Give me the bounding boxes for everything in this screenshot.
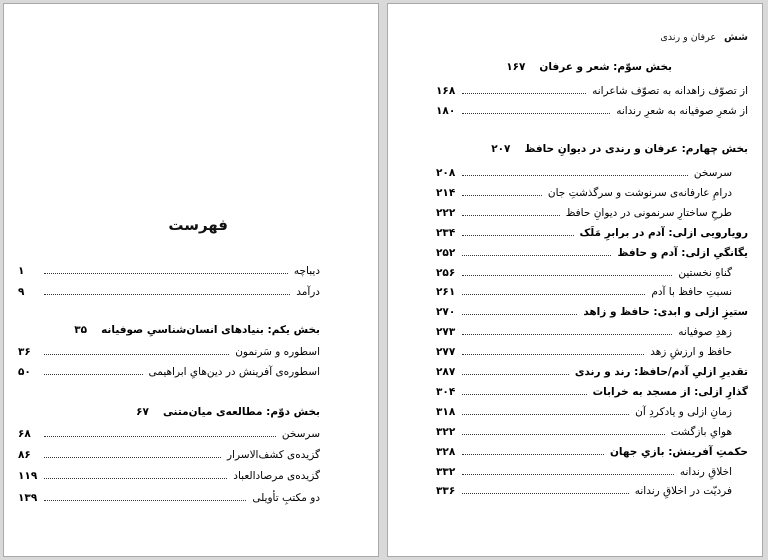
toc-entry — [436, 83, 748, 97]
entry-label: درآمد — [296, 286, 320, 298]
dot-leader — [462, 333, 672, 335]
toc-entry — [436, 284, 732, 298]
entry-page: ۲۵۲ — [436, 246, 456, 259]
dot-leader — [462, 313, 577, 315]
part4-heading — [491, 143, 748, 155]
toc-entry — [436, 103, 748, 117]
dot-leader — [462, 174, 688, 176]
dot-leader — [44, 477, 227, 479]
entry-page: ۲۷۷ — [436, 346, 456, 359]
entry-label: هوایِ بازگشت — [670, 425, 732, 438]
part3-heading — [506, 61, 672, 73]
toc-entry — [18, 263, 320, 277]
toc-entry — [436, 483, 732, 497]
part1-heading — [74, 324, 320, 336]
entry-label: ستیزِ ازلی و ابدی: حافظ و زاهد — [583, 306, 748, 319]
dot-leader — [462, 413, 629, 415]
section-title: بخش سوّم: شعر و عرفان — [539, 61, 672, 73]
entry-label: اسطوره و سَرنمون — [235, 346, 320, 358]
entry-label: دیباچه — [293, 265, 320, 277]
toc-entry — [18, 490, 320, 504]
dot-leader — [462, 433, 665, 435]
left-page — [3, 3, 379, 557]
entry-page: ۶۸ — [18, 428, 31, 440]
dot-leader — [44, 499, 246, 501]
entry-label: زمانِ ازلی و یادکردِ آن — [635, 405, 732, 418]
toc-entry — [436, 324, 732, 338]
entry-page: ۲۳۴ — [436, 226, 456, 239]
dot-leader — [462, 92, 586, 94]
dot-leader — [44, 373, 143, 375]
toc-entry — [436, 404, 732, 418]
entry-label: گذارِ ازلی: از مسجد به خرابات — [592, 385, 748, 398]
entry-page: ۹ — [18, 286, 25, 298]
dot-leader — [462, 214, 560, 216]
section-page: ۳۵ — [74, 324, 88, 336]
toc-entry — [18, 468, 320, 482]
toc-entry — [436, 225, 748, 239]
dot-leader — [462, 274, 672, 276]
entry-label: درامِ عارفانه‌ی سرنوشت و سرگذشتِ جان — [547, 186, 732, 199]
header-page-number: شش — [724, 32, 748, 43]
entry-label: از شعرِ صوفیانه به شعرِ رندانه — [616, 105, 748, 117]
toc-entry — [436, 424, 732, 438]
entry-label: گناهِ نخستین — [678, 266, 732, 279]
entry-label: گزیده‌ی کشف‌الاسرار — [226, 449, 320, 461]
toc-entry — [436, 444, 748, 458]
dot-leader — [462, 453, 604, 455]
dot-leader — [462, 234, 574, 236]
entry-label: اخلاقِ رندانه — [679, 465, 732, 478]
dot-leader — [462, 473, 674, 475]
entry-page: ۲۷۰ — [436, 306, 456, 319]
entry-page: ۲۸۷ — [436, 366, 456, 378]
header-title: عرفان و رندی — [660, 32, 717, 43]
toc-entry — [18, 447, 320, 461]
dot-leader — [462, 393, 587, 395]
entry-label: حافظ و ارزشِ زهد — [650, 346, 732, 359]
entry-page: ۲۶۱ — [436, 286, 456, 299]
entry-page: ۱۸۰ — [436, 105, 456, 117]
toc-entry — [436, 185, 732, 199]
toc-entry — [436, 205, 732, 219]
dot-leader — [44, 435, 276, 437]
entry-page: ۳۳۲ — [436, 465, 456, 478]
entry-label: نسبتِ حافظ با آدم — [651, 286, 732, 299]
section-page: ۱۶۷ — [506, 61, 526, 73]
entry-page: ۳۲۸ — [436, 445, 456, 458]
entry-page: ۱۶۸ — [436, 85, 456, 97]
entry-page: ۳۱۸ — [436, 405, 456, 418]
toc-entry — [436, 384, 748, 398]
entry-page: ۲۱۴ — [436, 186, 456, 199]
toc-entry — [18, 344, 320, 358]
entry-page: ۲۰۸ — [436, 167, 456, 179]
section-title: بخش دوّم: مطالعه‌ی میان‌متنی — [162, 406, 320, 418]
dot-leader — [462, 293, 645, 295]
section-page: ۶۷ — [136, 406, 149, 418]
entry-label: اسطوره‌ی آفرینش در دین‌هایِ ابراهیمی — [148, 366, 320, 378]
toc-entry — [436, 344, 732, 358]
entry-page: ۲۷۳ — [436, 326, 456, 339]
dot-leader — [462, 112, 610, 114]
toc-entry — [436, 245, 748, 259]
dot-leader — [462, 353, 644, 355]
entry-page: ۲۲۲ — [436, 206, 456, 219]
section-title: بخش چهارم: عرفان و رندی در دیوانِ حافظ — [524, 143, 748, 155]
section-title: بخش یکم: بنیادهای انسان‌شناسیِ صوفیانه — [101, 324, 320, 336]
entry-label: سرسخن — [281, 428, 320, 440]
dot-leader — [462, 254, 611, 256]
entry-label: حکمتِ آفرینش: بازیِ جهان — [609, 445, 748, 458]
entry-page: ۳۲۲ — [436, 425, 456, 438]
entry-page: ۱۳۹ — [18, 492, 38, 504]
right-page — [387, 3, 763, 557]
toc-entry — [436, 265, 732, 279]
section-page: ۲۰۷ — [491, 143, 511, 155]
entry-label: گزیده‌ی مرصادالعباد — [233, 470, 320, 482]
entry-page: ۳۶ — [18, 346, 31, 358]
dot-leader — [44, 353, 229, 355]
dot-leader — [462, 373, 569, 375]
entry-page: ۵۰ — [18, 366, 31, 378]
entry-label: زهدِ صوفیانه — [678, 326, 732, 339]
entry-label: دو مکتبِ تأویلی — [252, 492, 320, 504]
dot-leader — [462, 492, 629, 494]
entry-page: ۲۵۶ — [436, 266, 456, 279]
entry-label: یگانگیِ ازلی: آدم و حافظ — [617, 246, 748, 259]
dot-leader — [462, 194, 542, 196]
toc-entry — [436, 464, 732, 478]
toc-title: فهرست — [168, 216, 228, 234]
dot-leader — [44, 456, 221, 458]
entry-page: ۱ — [18, 265, 25, 277]
toc-entry — [436, 165, 732, 179]
toc-entry — [18, 284, 320, 298]
toc-entry — [18, 364, 320, 378]
entry-page: ۱۱۹ — [18, 470, 38, 482]
entry-page: ۳۳۶ — [436, 485, 456, 498]
part2-heading — [136, 406, 320, 418]
entry-label: فردیّت در اخلاقِ رندانه — [634, 485, 732, 498]
toc-entry — [18, 426, 320, 440]
entry-label: رویارویی ازلی: آدم در برابرِ مَلَک — [579, 226, 748, 239]
entry-label: سرسخن — [693, 167, 732, 179]
toc-entry — [436, 304, 748, 318]
entry-label: تقدیرِ ازلیِ آدم/حافظ: رند و رندی — [574, 366, 748, 378]
running-header — [660, 32, 748, 43]
entry-page: ۳۰۴ — [436, 385, 456, 398]
dot-leader — [44, 293, 290, 295]
entry-page: ۸۶ — [18, 449, 31, 461]
entry-label: طرحِ ساختارِ سرنمونی در دیوانِ حافظ — [565, 206, 732, 219]
toc-entry — [436, 364, 748, 378]
dot-leader — [44, 272, 288, 274]
entry-label: از تصوّف زاهدانه به تصوّف شاعرانه — [592, 85, 748, 97]
